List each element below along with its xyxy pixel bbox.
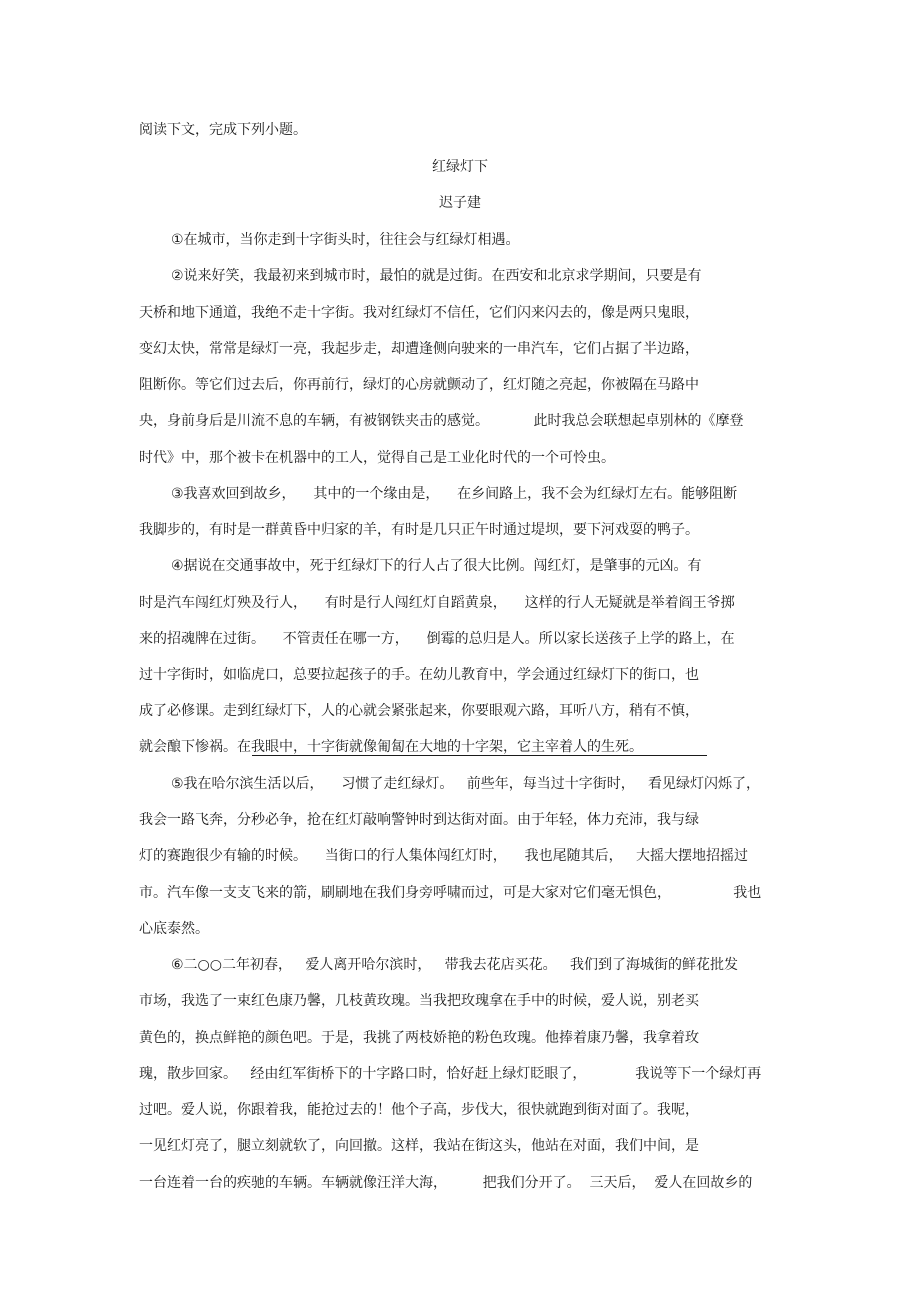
paragraph-5-line-2: 我会一路飞奔，分秒必争，抢在红灯敲响警钟时到达街对面。由于年轻，体力充沛，我与绿: [139, 812, 699, 828]
article-title: 红绿灯下: [432, 159, 488, 175]
reading-instruction: 阅读下文，完成下列小题。: [139, 122, 307, 138]
paragraph-6-line-1: ⑥二○○二年初春， 爱人离开哈尔滨时， 带我去花店买花。 我们到了海城街的鲜花批发: [171, 957, 739, 973]
paragraph-6-line-4: 瑰，散步回家。 经由红军街桥下的十字路口时，恰好赶上绿灯眨眼了， 我说等下一个绿灯再: [139, 1066, 762, 1082]
paragraph-3-line-1: ③我喜欢回到故乡， 其中的一个缘由是， 在乡间路上，我不会为红绿灯左右。能够阻断: [171, 486, 738, 502]
paragraph-6-line-3: 黄色的，换点鲜艳的颜色吧。于是，我挑了两枝娇艳的粉色玫瑰。他捧着康乃馨，我拿着玫: [139, 1030, 699, 1046]
paragraph-5-line-1: ⑤我在哈尔滨生活以后， 习惯了走红绿灯。 前些年，每当过十字街时， 看见绿灯闪烁了，: [171, 776, 761, 792]
paragraph-6-line-6: 一见红灯亮了，腿立刻就软了，向回撤。这样，我站在街这头，他站在对面，我们中间，是: [139, 1138, 699, 1154]
paragraph-4-line-3: 来的招魂牌在过街。 不管责任在哪一方， 倒霉的总归是人。所以家长送孩子上学的路上，在: [139, 631, 735, 647]
paragraph-4-line-4: 过十字街时，如临虎口，总要拉起孩子的手。在幼儿教育中，学会通过红绿灯下的街口，也: [139, 667, 699, 683]
paragraph-4-line-5: 成了必修课。走到红绿灯下，人的心就会紧张起来，你要眼观六路，耳听八方，稍有不慎，: [139, 703, 699, 719]
paragraph-3-line-2: 我脚步的，有时是一群黄昏中归家的羊，有时是几只正午时通过堤坝，要下河戏耍的鸭子。: [139, 522, 699, 538]
paragraph-4-line-6: 就会酿下惨祸。在我眼中，十字街就像匍匐在大地的十字架，它主宰着人的生死。: [139, 739, 643, 755]
article-author: 迟子建: [439, 195, 481, 211]
paragraph-5-line-3: 灯的赛跑很少有输的时候。 当街口的行人集体闯红灯时， 我也尾随其后， 大摇大摆地招摇过: [139, 848, 748, 864]
paragraph-1-line-1: ①在城市，当你走到十字街头时，往往会与红绿灯相遇。: [171, 232, 520, 248]
paragraph-6-line-2: 市场，我选了一束红色康乃馨，几枝黄玫瑰。当我把玫瑰拿在手中的时候，爱人说，别老买: [139, 993, 699, 1009]
paragraph-2-line-6: 时代》中，那个被卡在机器中的工人，觉得自己是工业化时代的一个可怜虫。: [139, 450, 615, 466]
paragraph-2-line-5: 央，身前身后是川流不息的车辆，有被钢铁夹击的感觉。 此时我总会联想起卓别林的《摩登: [139, 413, 744, 429]
paragraph-6-line-5: 过吧。爱人说，你跟着我，能抢过去的！他个子高，步伐大，很快就跑到街对面了。我呢，: [139, 1102, 699, 1118]
paragraph-4-line-2: 时是汽车闯红灯殃及行人， 有时是行人闯红灯自蹈黄泉， 这样的行人无疑就是举着阎王爷掷: [139, 595, 735, 611]
paragraph-5-line-4: 市。汽车像一支支飞来的箭，刷刷地在我们身旁呼啸而过，可是大家对它们毫无惧色， 我也: [139, 885, 762, 901]
paragraph-2-line-4: 阻断你。等它们过去后，你再前行，绿灯的心房就颤动了，红灯随之亮起，你被隔在马路中: [139, 377, 699, 393]
paragraph-2-line-1: ②说来好笑，我最初来到城市时，最怕的就是过街。在西安和北京求学期间，只要是有: [171, 268, 702, 284]
paragraph-4-line-1: ④据说在交通事故中，死于红绿灯下的行人占了很大比例。闯红灯，是肇事的元凶。有: [171, 558, 702, 574]
paragraph-6-line-7: 一台连着一台的疾驰的车辆。车辆就像汪洋大海， 把我们分开了。 三天后， 爱人在回故乡的: [139, 1175, 753, 1191]
paragraph-2-line-3: 变幻太快，常常是绿灯一亮，我起步走，却遭逢侧向驶来的一串汽车，它们占据了半边路，: [139, 341, 699, 357]
paragraph-5-line-5: 心底泰然。: [139, 921, 209, 937]
question-underline: [252, 755, 707, 756]
paragraph-2-line-2: 天桥和地下通道，我绝不走十字街。我对红绿灯不信任，它们闪来闪去的，像是两只鬼眼，: [139, 305, 699, 321]
